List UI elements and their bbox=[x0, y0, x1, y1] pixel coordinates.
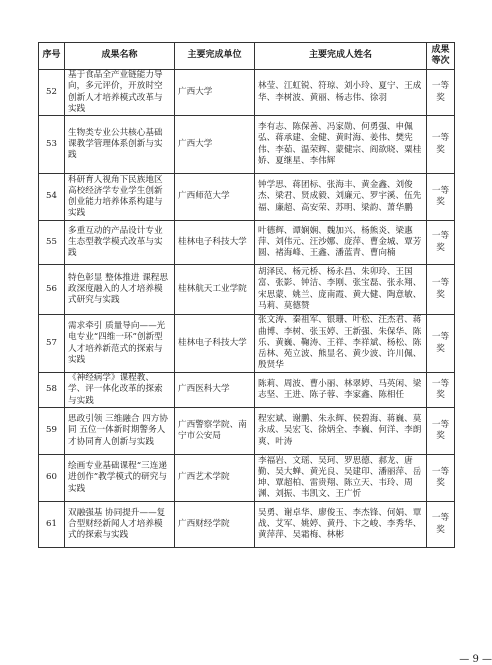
row-seq: 54 bbox=[39, 174, 65, 221]
row-people: 李有志、陈保善、冯家勋、何勇强、申佩弘、蒋承建、金健、黄时海、姜伟、樊宪伟、李茹、温荣辉、蒙健宗、阎欲晓、粟桂娇、夏继星、李伟辉 bbox=[255, 116, 427, 174]
row-seq: 53 bbox=[39, 116, 65, 174]
row-seq: 60 bbox=[39, 455, 65, 502]
header-seq: 序号 bbox=[39, 43, 65, 70]
table-row bbox=[39, 116, 455, 174]
table-row bbox=[39, 373, 455, 408]
row-grade: 一等奖 bbox=[427, 116, 455, 174]
row-seq: 56 bbox=[39, 265, 65, 315]
header-unit: 主要完成单位 bbox=[175, 43, 255, 70]
row-name: 特色彰显 整体推进 课程思政深度融入的人才培养模式研究与实践 bbox=[65, 265, 175, 315]
row-grade: 一等奖 bbox=[427, 70, 455, 116]
document-page bbox=[38, 42, 492, 665]
row-unit: 广西艺术学院 bbox=[175, 455, 255, 502]
row-unit: 桂林航天工业学院 bbox=[175, 265, 255, 315]
row-name: 思政引领 三维融合 四方协同 五位一体新时期警务人才协同育人创新与实践 bbox=[65, 408, 175, 455]
row-unit: 广西师范大学 bbox=[175, 174, 255, 221]
row-grade: 一等奖 bbox=[427, 174, 455, 221]
table-row bbox=[39, 315, 455, 373]
row-unit: 广西警察学院、南宁市公安局 bbox=[175, 408, 255, 455]
row-grade: 一等奖 bbox=[427, 265, 455, 315]
row-seq: 52 bbox=[39, 70, 65, 116]
table-row bbox=[39, 221, 455, 265]
row-unit: 广西财经学院 bbox=[175, 502, 255, 548]
table-row bbox=[39, 265, 455, 315]
row-unit: 桂林电子科技大学 bbox=[175, 315, 255, 373]
row-name: 生物类专业公共核心基础课教学管理体系创新与实践 bbox=[65, 116, 175, 174]
row-name: 多重互动的产品设计专业生态型教学模式改革与实践 bbox=[65, 221, 175, 265]
row-grade: 一等奖 bbox=[427, 408, 455, 455]
row-people: 吴勇、谢卓华、廖俊玉、李杰锋、何娟、覃战、艾军、姚婷、黄丹、卞之峻、李秀华、黄萍萍、吴霜梅、林彬 bbox=[255, 502, 427, 548]
awards-table bbox=[38, 42, 455, 548]
row-seq: 58 bbox=[39, 373, 65, 408]
row-people: 钟学思、蒋团标、张海丰、黄金鑫、刘俊杰、梁君、贤成毅、刘廉元、罗宇溪、伍先福、廉超、高安荣、苏明、梁韵、萧华鹏 bbox=[255, 174, 427, 221]
row-people: 林莹、江虹锐、符琼、刘小玲、夏宁、王成华、李树波、黄丽、杨志伟、徐羽 bbox=[255, 70, 427, 116]
row-name: 绘画专业基础课程“三连递进创作”教学模式的研究与实践 bbox=[65, 455, 175, 502]
row-unit: 广西大学 bbox=[175, 116, 255, 174]
row-name: 需求牵引 质量导向——光电专业“四维一环”创新型人才培养新范式的探索与实践 bbox=[65, 315, 175, 373]
row-unit: 桂林电子科技大学 bbox=[175, 221, 255, 265]
row-seq: 57 bbox=[39, 315, 65, 373]
table-row bbox=[39, 455, 455, 502]
row-people: 陈莉、周波、曹小丽、林翠婷、马英闲、梁志坚、王进、陈子蓉、李家鑫、陈相任 bbox=[255, 373, 427, 408]
table-row bbox=[39, 174, 455, 221]
table-row bbox=[39, 502, 455, 548]
row-name: 基于食品全产业链能力导向，多元评价，开放时空创新人才培养模式改革与实践 bbox=[65, 70, 175, 116]
row-name: 《神经病学》课程教、学、评一体化改革的探索与实践 bbox=[65, 373, 175, 408]
page-number: — 9 — bbox=[459, 654, 492, 665]
table-header-row bbox=[39, 43, 455, 70]
row-grade: 一等奖 bbox=[427, 502, 455, 548]
row-unit: 广西大学 bbox=[175, 70, 255, 116]
row-grade: 一等奖 bbox=[427, 221, 455, 265]
row-grade: 一等奖 bbox=[427, 455, 455, 502]
row-seq: 61 bbox=[39, 502, 65, 548]
row-grade: 一等奖 bbox=[427, 315, 455, 373]
header-grade: 成果等次 bbox=[427, 43, 455, 70]
row-name: 科研育人视角下民族地区高校经济学专业学生创新创业能力培养体系构建与实践 bbox=[65, 174, 175, 221]
row-people: 叶德辉、谭娴娴、魏加兴、杨熊炎、梁惠萍、刘伟元、汪沙娜、庞萍、曹金城、覃芳圆、褚海峰、王鑫、潘蓝青、曹向楠 bbox=[255, 221, 427, 265]
row-people: 胡泽民、杨元桥、杨永昌、朱卯玲、王国富、张影、钟洁、李刚、张宝磊、张永翔、宋思蒙、姚兰、庞南霞、黄大健、陶意敏、马莉、莫德赞 bbox=[255, 265, 427, 315]
row-people: 程宏斌、谢鹏、朱永辉、侯碧海、蒋巍、莫永成、吴宏飞、徐炳全、李巍、何洋、李朗爽、叶涛 bbox=[255, 408, 427, 455]
row-seq: 55 bbox=[39, 221, 65, 265]
row-people: 李福岩、文瑶、吴珂、罗思德、郝龙、唐勤、吴大蝉、黄光良、吴建印、潘丽萍、岳坤、覃超柏、雷贵翔、陈立天、韦玲、周渊、刘振、韦凯文、王广忻 bbox=[255, 455, 427, 502]
row-people: 张文涛、秦祖军、银珊、叶松、汪杰君、蒋曲博、李树、张玉婷、王新强、朱保华、陈乐、黄巍、鞠涛、王祥、李祥斌、杨松、陈岳林、苑立波、熊显名、黄少波、许川佩、殷贤华 bbox=[255, 315, 427, 373]
header-people: 主要完成人姓名 bbox=[255, 43, 427, 70]
header-name: 成果名称 bbox=[65, 43, 175, 70]
row-grade: 一等奖 bbox=[427, 373, 455, 408]
table-row bbox=[39, 70, 455, 116]
table-row bbox=[39, 408, 455, 455]
row-unit: 广西医科大学 bbox=[175, 373, 255, 408]
row-seq: 59 bbox=[39, 408, 65, 455]
row-name: 双融强基 协同提升——复合型财经新闻人才培养模式的探索与实践 bbox=[65, 502, 175, 548]
